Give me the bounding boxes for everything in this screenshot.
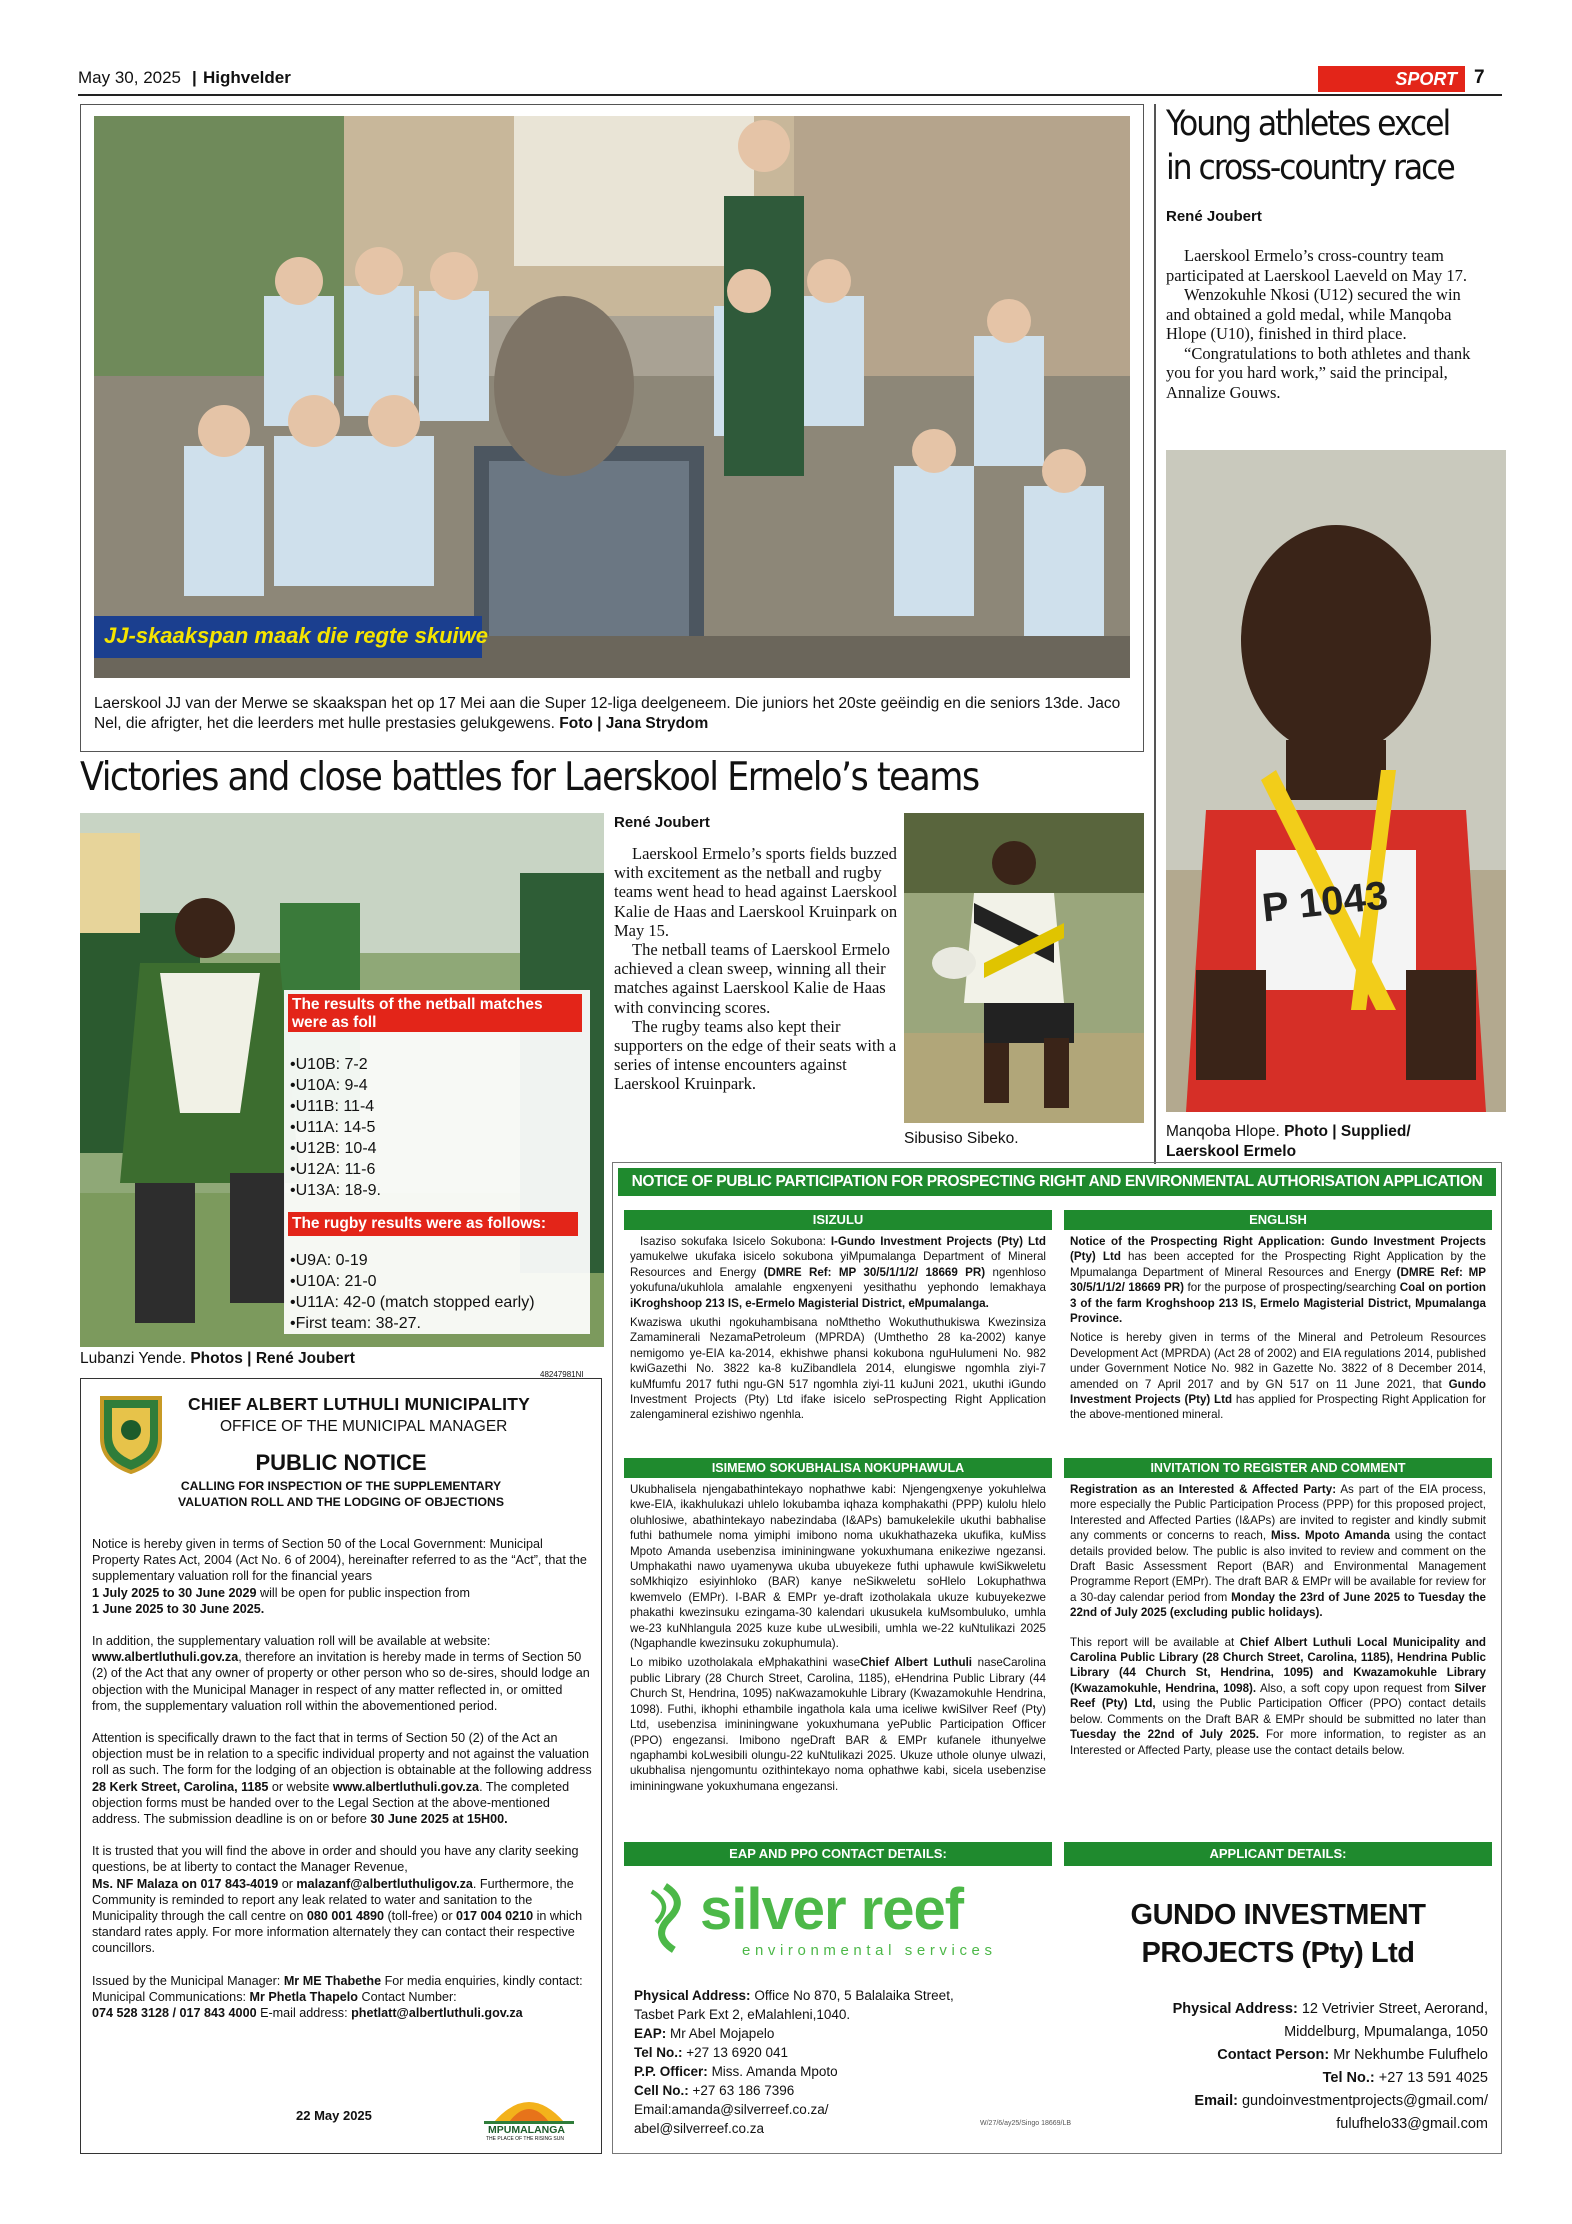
cross-para-1: Laerskool Ermelo’s cross-country team participated at Laerskool Laeveld on May 17. (1166, 246, 1468, 285)
text: Notice of the Prospecting Right Application: Gundo Investment Projects (Pty) Ltd (1070, 1235, 1486, 1264)
text: , therefore an invitation is hereby made in terms of Section 50 (2) of the Act that any owner of property or other person who so de-sires, should lodge an objection with the Municipal Manager in respect of any matter reflected in, or omitted from, the supplementary valuation roll within the abovementioned period. (92, 1650, 590, 1713)
text: For media enquiries, kindly contact: Municipal Communications: (92, 1973, 583, 2004)
g-address-2: Middelburg, Mpumalanga, 1050 (1284, 2024, 1488, 2040)
sr-email-1: Email:amanda@silverreef.co.za/ (634, 2102, 829, 2117)
text: Coal on portion 3 of the farm Kroghshoop 213 IS, Ermelo Magisterial District, Mpumalanga Province. (1070, 1281, 1486, 1326)
text: I-Gundo Investment Projects (Pty) Ltd (830, 1235, 1046, 1248)
cross-para-3: “Congratulations to both athletes and thank you for you hard work,” said the principal, Annalize Gouws. (1166, 343, 1471, 402)
municipal-para-5 (92, 1973, 592, 2022)
g-email-2: fulufhelo33@gmail.com (1336, 2116, 1488, 2132)
text: As part of the EIA process, more especially the Public Participation Process (PPP) for this proposed project, Interested and Affected Parties (I&APs) are invited to register and kindly submit any comments or concerns to reach, (1070, 1483, 1486, 1543)
gundo-name-line2: PROJECTS (Pty) Ltd (1141, 1937, 1415, 1969)
english-text-2 (1070, 1482, 1486, 1758)
text: or website (271, 1779, 330, 1794)
text: Miss. Mpoto Amanda (1271, 1529, 1390, 1543)
text: www.albertluthuli.gov.za (332, 1779, 480, 1794)
text: E-mail address: (260, 2006, 348, 2021)
zulu-para-4 (630, 1655, 1046, 1794)
text: +27 63 186 7396 (692, 2083, 795, 2098)
text: ngenhloso yokufuna/ukuhlola amalahle engxenyeni yesithathu yephondo lemakhaya (630, 1265, 1047, 1295)
victories-para-2: The netball teams of Laerskool Ermelo achieved a clean sweep, winning all their matches against Laerskool Kalie de Haas with convincing scores. (614, 940, 890, 1017)
sr-email-2: abel@silverreef.co.za (634, 2121, 765, 2136)
text: In addition, the supplementary valuation roll will be available at website: (92, 1634, 491, 1649)
isizulu-heading (624, 1210, 1052, 1230)
prospecting-title-text: NOTICE OF PUBLIC PARTICIPATION FOR PROSPECTING RIGHT AND ENVIRONMENTAL AUTHORISATION APPLICATION (631, 1173, 1483, 1190)
sr-tel (634, 2043, 964, 2062)
text: yamukelwe ukufaka isicelo sokubona yiMpumalanga Department of Mineral Resources and Energy (630, 1250, 1046, 1279)
rugby-result: • U10A: 21-0 (290, 1271, 535, 1292)
netball-caption (80, 1350, 355, 1368)
text: EAP: (634, 2026, 667, 2041)
text: Mr Nekhumbe Fulufhelo (1333, 2047, 1488, 2063)
chess-banner (94, 616, 488, 658)
gundo-name-line1: GUNDO INVESTMENT (1130, 1899, 1426, 1931)
section-label: SPORT (1395, 69, 1457, 89)
page-number: 7 (1474, 67, 1485, 88)
text: Tel No.: (1322, 2070, 1375, 2086)
text: Physical Address: (634, 1988, 751, 2003)
text: Tuesday the 22nd of July 2025. (1070, 1728, 1259, 1742)
applicant-heading (1064, 1842, 1492, 1866)
english-para-2 (1070, 1330, 1486, 1422)
invite-heading (1064, 1458, 1492, 1478)
g-address (1064, 1998, 1488, 2021)
text: Registration as an Interested & Affected Party: (1070, 1483, 1337, 1496)
public-notice-subtitle (80, 1478, 602, 1510)
isizulu-heading-text: ISIZULU (812, 1212, 864, 1227)
bib-number: P 1043 (1259, 873, 1390, 931)
municipal-body (92, 1536, 592, 2021)
text: Mr ME Thabethe (283, 1973, 382, 1988)
netball-result: • U11B: 11-4 (290, 1096, 381, 1117)
text: 12 Vetrivier Street, Aerorand, (1301, 2001, 1488, 2017)
victories-para-1: Laerskool Ermelo’s sports fields buzzed with excitement as the netball and rugby teams went head to head against Laerskool Kalie de Haas and Laerskool Kruinpark on May 15. (614, 844, 898, 940)
text: Isaziso sokufaka Isicelo Sokubona: (640, 1235, 826, 1248)
text: has applied for Prospecting Right Application for the above-mentioned mineral. (1070, 1393, 1486, 1422)
text: 1 July 2025 to 30 June 2029 (92, 1585, 257, 1600)
text: Cell No.: (634, 2083, 689, 2098)
text: Notice is hereby given in terms of the Mineral and Petroleum Resources Development Act (MPRDA) (Act 28 of 2002) and EIA regulations 2014, published under Government Notice No. 982 in Gazette No. 3822 of 8 December 2014, amended on 7 April 2017 and by GN 517 on 11 June 2021, that (1070, 1331, 1486, 1391)
text: Mr Abel Mojapelo (670, 2026, 775, 2041)
text: 28 Kerk Street, Carolina, 1185 (92, 1779, 269, 1794)
page-header (78, 66, 1502, 92)
silver-reef-details (634, 1986, 964, 2138)
text: (toll-free) or (387, 1909, 453, 1924)
results-box (284, 990, 590, 1334)
text: or (281, 1876, 293, 1891)
zulu-para-1 (630, 1234, 1046, 1311)
cross-column-rule (1154, 104, 1156, 1164)
netball-results-heading-text: The results of the netball matches were as foll (292, 996, 543, 1031)
text: using the Public Participation Officer (PPO) contact details below. Comments on the Draft BAR & EMPr should be submitted no later than (1070, 1697, 1486, 1726)
header-rule (78, 94, 1502, 96)
sr-ppo (634, 2062, 964, 2081)
g-email (1064, 2090, 1488, 2113)
text: Ms. NF Malaza on 017 843-4019 (92, 1876, 279, 1891)
cross-title (1166, 102, 1472, 190)
text: Contact Number: (361, 1989, 457, 2004)
subtitle-line2: VALUATION ROLL AND THE LODGING OF OBJECTIONS (178, 1495, 504, 1509)
cross-title-line1: Young athletes excel (1166, 104, 1450, 144)
zulu-para-2: Kwaziswa ukuthi ngokuhambisana noMthetho Wokuthuthukiswa Kwezinsiza Zamaminerali NezamaPetroleum (MPRDA) (Umthetho 28 ka-2002) kanye nemigomo ye-EIA ka-2014, ekhishwe phansi kokubona nguHulumeni No. 982 kwiGazethi No. 3822 ka-8 kuZibandlela 2014, elungiswe ngomhla ziyi-7 kuMfumfu 2017 futhi ngu-GN 517 ngomhla ziyi-11 kuJuni 2021, ukuthi iGundo Investment Projects (Pty) Ltd ifake isicelo seProspecting Right Application zalengamineral ezishiwo ngenhla. (630, 1316, 1046, 1422)
text: Notice is hereby given in terms of Section 50 of the Local Government: Municipal Property Rates Act, 2004 (Act No. 6 of 2004), hereinafter referred to as the “Act”, that the supplementary valuation roll for the financial years (92, 1537, 587, 1584)
text: Silver Reef (Pty) Ltd, (1070, 1681, 1486, 1711)
text: Gundo Investment Projects (Pty) Ltd (1070, 1377, 1486, 1407)
section-tag (1318, 66, 1465, 92)
mpumalanga-logo-text: MPUMALANGA (488, 2124, 565, 2136)
athlete-caption (1166, 1122, 1466, 1162)
text: Office No 870, 5 Balalaika Street, Tasbet Park Ext 2, eMalahleni,1040. (634, 1988, 954, 2022)
english-para-1 (1070, 1234, 1486, 1326)
municipal-para-3 (92, 1730, 592, 1827)
netball-caption-text: Lubanzi Yende. (80, 1350, 187, 1367)
athlete-caption-credit: Photo | Supplied/ Laerskool Ermelo (1166, 1123, 1411, 1160)
eap-heading-text: EAP AND PPO CONTACT DETAILS: (729, 1846, 947, 1861)
chess-caption-text: Laerskool JJ van der Merwe se skaakspan het op 17 Mei aan die Super 12-liga deelgeneem. Die juniors het 20ste geëindig en die seniors 13de. Jaco Nel, die afrigter, het die leerders met hulle prestasies gelukgewens. (94, 695, 1121, 732)
text: Chief Albert Luthuli (860, 1656, 973, 1670)
rugby-caption: Sibusiso Sibeko. (904, 1130, 1019, 1147)
text: Mr Phetla Thapelo (249, 1989, 358, 2004)
text: www.albertluthuli.gov.za (92, 1650, 239, 1665)
text: 1 June 2025 to 30 June 2025. (92, 1601, 265, 1616)
english-heading-text: ENGLISH (1249, 1212, 1307, 1227)
municipality-office: OFFICE OF THE MUNICIPAL MANAGER (220, 1418, 508, 1435)
english-text-1 (1070, 1234, 1486, 1423)
chess-caption (94, 694, 1134, 734)
victories-title: Victories and close battles for Laerskool Ermelo’s teams (80, 755, 979, 800)
victories-para-3: The rugby teams also kept their supporters on the edge of their seats with a series of intense encounters against Laerskool Kruinpark. (614, 1016, 897, 1094)
isizulu-text-1 (630, 1234, 1046, 1423)
cross-body (1166, 246, 1488, 402)
cross-para-2: Wenzokuhle Nkosi (U12) secured the win and obtained a gold medal, while Manqoba Hlope (U10), finished in third place. (1166, 285, 1461, 343)
netball-result: • U12B: 10-4 (290, 1138, 381, 1159)
municipal-ref: 48247981NI (540, 1370, 584, 1379)
text: Monday the 23rd of June 2025 to Tuesday the 22nd of July 2025 (excluding public holidays). (1070, 1590, 1486, 1620)
rugby-result: • First team: 38-27. (290, 1313, 535, 1334)
netball-caption-credit: Photos | René Joubert (190, 1350, 355, 1367)
text: 074 528 3128 / 017 843 4000 (92, 2006, 257, 2021)
athlete-caption-text: Manqoba Hlope. (1166, 1123, 1280, 1140)
text: Miss. Amanda Mpoto (711, 2064, 838, 2079)
cross-title-line2: in cross-country race (1166, 148, 1454, 188)
victories-byline: René Joubert (614, 814, 710, 831)
netball-result: • U10A: 9-4 (290, 1075, 381, 1096)
text: malazanf@albertluthuligov.za (296, 1876, 473, 1891)
g-tel (1064, 2067, 1488, 2090)
text: Physical Address: (1172, 2001, 1298, 2017)
text: (DMRE Ref: MP 30/5/1/1/2/ 18669 PR) (1070, 1265, 1486, 1295)
text: iKroghshoop 213 IS, e-Ermelo Magisterial District, eMpumalanga. (630, 1296, 989, 1310)
netball-result: • U13A: 18-9. (290, 1180, 381, 1201)
prospecting-title (618, 1168, 1496, 1196)
sr-eap (634, 2024, 964, 2043)
isimemo-heading (624, 1458, 1052, 1478)
sr-address (634, 1986, 964, 2024)
text: (DMRE Ref: MP 30/5/1/1/2/ 18669 PR) (763, 1265, 986, 1279)
text: +27 13 6920 041 (686, 2045, 788, 2060)
text: Email: (1194, 2093, 1238, 2109)
gundo-details (1064, 1998, 1488, 2136)
text: It is trusted that you will find the above in order and should you have any clarity seeking questions, be at liberty to contact the Manager Revenue, (92, 1844, 579, 1875)
text: will be open for public inspection from (260, 1585, 471, 1600)
text: This report will be available at (1070, 1635, 1235, 1649)
header-paper: Highvelder (203, 68, 291, 87)
mpumalanga-logo-sub: THE PLACE OF THE RISING SUN (486, 2136, 564, 2142)
text: using the contact details provided below. The public is also invited to review and comment on the Draft Basic Assessment Report (BAR) and Environmental Management Programme Report (EMPr). The draft BAR & EMPr will be available for review for a 30-day calendar period from (1070, 1529, 1487, 1604)
text: has been accepted for the Prospecting Right Application by the Mpumalanga Department of Mineral Resources and Energy (1070, 1250, 1486, 1279)
zulu-para-3: Ukubhalisela njengabathintekayo nophathwe kabi: Njengengxenye yokuhlelwa kwe-EIA, ikakhulukazi uhlelo lokubamba iqhaza komphakathi (PPP) kulolu hlelo oluhlosiwe, abathintekayo nabezindaba (I&APs) bamukelekile ukuthi babhalise futhi bathumele noma yimiphi imibono noma ukukhathazeka ukufika, kuMiss Mpoto Amanda usebenzisa imininingwane yokuxhumana enikeziwe ngezansi. Umphakathi nawo uyamenywa ukuba ubuyekeze futhi uphawule kwiSikweletu soMkhiqizo esiyinhloko (BAR) kanye neSikweletu soHlelo Lokuphathwa kwemvelo (EMPr). I-BAR & EMPr ye-draft izotholakala ukuze kubuyekezwe phakathi kwezinsuku ezingama-30 kalendari ukusukela kuMsombuluko, umhla we-23 kuNhlangula 2025 kuze kube uLwesibili, umhla we-22 kuNtulikazi 2025 (Ngaphandle kwezinsuku zokuphumula). (630, 1483, 1046, 1651)
text: Contact Person: (1217, 2047, 1330, 2063)
municipal-date: 22 May 2025 (296, 2108, 372, 2123)
text: for the purpose of prospecting/searching (1187, 1281, 1397, 1295)
text: Tel No.: (634, 2045, 683, 2060)
victories-body (614, 844, 902, 1094)
rugby-results-heading-text: The rugby results were as follows: (292, 1215, 547, 1232)
text: . The completed objection forms must be handed over to the Legal Section at the above-mentioned address. The submission deadline is on or before (92, 1779, 570, 1827)
rugby-photo (904, 813, 1144, 1123)
isizulu-text-2 (630, 1482, 1046, 1794)
text: +27 13 591 4025 (1378, 2070, 1488, 2086)
chess-team-photo (94, 116, 1130, 678)
rugby-result: • U11A: 42-0 (match stopped early) (290, 1292, 535, 1313)
rugby-results-list (290, 1250, 535, 1334)
eap-heading (624, 1842, 1052, 1866)
silver-reef-logo (634, 1877, 1044, 1970)
rugby-results-heading (288, 1212, 578, 1236)
text: For more information, to register as an Interested or Affected Party, please use the contact details below. (1070, 1728, 1486, 1757)
applicant-heading-text: APPLICANT DETAILS: (1209, 1846, 1347, 1861)
text: Also, a soft copy upon request from (1259, 1681, 1450, 1695)
text: Issued by the Municipal Manager: (92, 1973, 281, 1988)
municipal-para-2 (92, 1633, 592, 1714)
text: Chief Albert Luthuli Local Municipality and Carolina Public Library (28 Church Street, Carolina, 1185), Hendrina Public Library (44 Church St, Hendrina, 1095) and Kwazamokuhle Library (Kwazamokuhle, Hendrina, 1098). (1070, 1635, 1486, 1695)
athlete-photo (1166, 450, 1506, 1112)
english-para-4 (1070, 1635, 1486, 1758)
municipal-para-4 (92, 1843, 592, 1956)
isimemo-heading-text: ISIMEMO SOKUBHALISA NOKUPHAWULA (711, 1461, 965, 1475)
text: 080 001 4890 (306, 1909, 384, 1924)
chess-caption-credit: Foto | Jana Strydom (559, 715, 709, 732)
silver-reef-logo-sub: environmental services (742, 1942, 997, 1959)
netball-results-list (290, 1054, 381, 1201)
rugby-result: • U9A: 0-19 (290, 1250, 535, 1271)
notice-ref: W/27/6/ay25/Singo 18669/LB (980, 2120, 1072, 2127)
text: gundoinvestmentprojects@gmail.com/ (1241, 2093, 1488, 2109)
text: Lo mibiko uzotholakala eMphakathini wase (630, 1656, 861, 1670)
english-heading (1064, 1210, 1492, 1230)
municipality-title: CHIEF ALBERT LUTHULI MUNICIPALITY (188, 1394, 530, 1414)
subtitle-line1: CALLING FOR INSPECTION OF THE SUPPLEMENTARY (180, 1479, 502, 1493)
netball-result: • U12A: 11-6 (290, 1159, 381, 1180)
public-notice-heading: PUBLIC NOTICE (255, 1450, 427, 1475)
cross-byline: René Joubert (1166, 208, 1262, 225)
g-contact (1064, 2044, 1488, 2067)
header-separator: | (192, 68, 197, 87)
mpumalanga-logo (474, 2086, 584, 2140)
text: phetlatt@albertluthuli.gov.za (351, 2006, 523, 2021)
municipal-para-1 (92, 1536, 592, 1617)
silver-reef-logo-text: silver reef (700, 1877, 964, 1942)
text: . Furthermore, the Community is reminded to report any leak related to water and sanitation to the Municipality through the call centre on (92, 1876, 574, 1924)
english-para-3 (1070, 1482, 1486, 1621)
netball-result: • U10B: 7-2 (290, 1054, 381, 1075)
chess-banner-text: JJ-skaakspan maak die regte skuiwe (104, 623, 488, 648)
text: naseCarolina public Library (28 Church Street, Carolina, 1185), eHendrina Public Library (44 Church St, Hendrina, 1095) naKwazamokuhle Library (Kwazamokuhle Hendrina, 1098). Futhi, ikhophi ethambile ingathola kala uma iceliwe kwiSilver Reef (Pty) Ltd, usebenzisa imininingwane yokuxhumana yePublic Participation Officer (PPO) engezansi. Imibono ngeDraft BAR & EMPr kufanele ithunyelwe ngaphambi koLwesibili olungu-22 kuNtulikazi 2025. Ukuze uthole olunye ulwazi, ukubhalisa njengomuntu ozithintekayo noma ophathwe kabi, sicela usebenzise imininingwane yokuxhumana engezansi. (630, 1656, 1046, 1793)
text: Attention is specifically drawn to the fact that in terms of Section 50 (2) of the Act an objection must be in relation to a specific individual property and not against the valuation roll as such. The form for the lodging of an objection is obtainable at the following address (92, 1731, 592, 1778)
netball-results-heading (288, 994, 582, 1032)
gundo-name (1064, 1896, 1492, 1972)
text: 017 004 0210 (456, 1909, 534, 1924)
header-date: May 30, 2025 (78, 68, 182, 87)
sr-cell (634, 2081, 964, 2100)
text: in which standard rates apply. For more information alternately they can contact their respective councillors. (92, 1909, 583, 1956)
text: P.P. Officer: (634, 2064, 708, 2079)
netball-result: • U11A: 14-5 (290, 1117, 381, 1138)
invite-heading-text: INVITATION TO REGISTER AND COMMENT (1150, 1461, 1406, 1475)
text: 30 June 2025 at 15H00. (370, 1812, 508, 1827)
